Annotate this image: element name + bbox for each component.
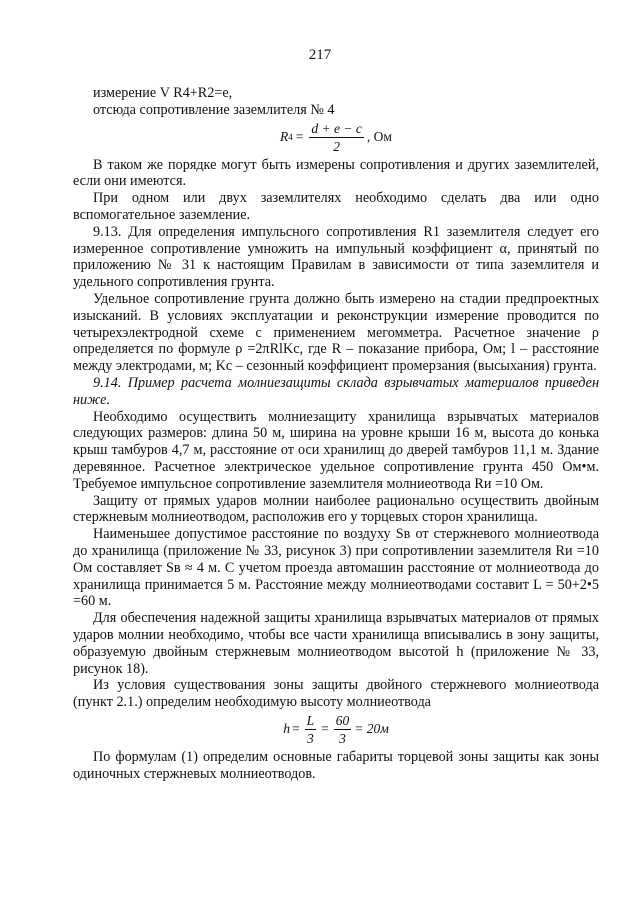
formula-eq: = [295,128,304,144]
formula-h-fraction-2 [334,713,352,746]
paragraph-3: 9.13. Для определения импульсного сопротивления R1 заземлителя следует его измеренное сопротивление умножить на импульный коэффициент α, принятый по приложению № 31 к настоящим Правилам в зависимости от типа заземлителя и удельного сопротивления грунта. [73,223,599,291]
formula-h-eq1: = [291,720,300,736]
formula-h-fraction-1 [305,713,317,746]
section-heading-9-14: 9.14. Пример расчета молниезащиты склада взрывчатых материалов приведен ниже. [73,374,599,408]
formula-lhs: R [280,128,289,144]
formula-h-result: = 20м [354,720,389,736]
formula-unit: , Ом [366,128,392,144]
paragraph-10: Из условия существования зоны защиты двойного стержневого молниеотвода (пункт 2.1.) определим необходимую высоту молниеотвода [73,677,599,711]
paragraph-8: Наименьшее допустимое расстояние по воздуху Sв от стержневого молниеотвода до хранилища (приложение № 33, рисунок 3) при сопротивлении заземлителя Rи =10 Ом составляет Sв ≈ 4 м. С учетом проезда автомашин расстояние от молниеотвода до хранилища принимается 5 м. Расстояние между молниеотводами составит L = 50+2•5 =60 м. [73,526,599,610]
formula-denominator: 2 [333,138,341,154]
formula-fraction [309,121,363,154]
formula-h-lhs: h [283,720,290,736]
text-line-measurement: измерение V R4+R2=e, [93,85,233,101]
formula-h-num-2: 60 [335,712,350,728]
paragraph-7: Защиту от прямых ударов молнии наиболее рационально осуществить двойным стержневым молниеотводом, расположив его у торцевых сторон хранилища. [73,492,599,526]
formula-h-eq2: = [321,720,329,736]
paragraph-11: По формулам (1) определим основные габариты торцевой зоны защиты как зоны одиночных стержневых молниеотводов. [73,748,599,782]
page-number: 217 [308,47,332,63]
paragraph-4: Удельное сопротивление грунта должно быть измерено на стадии предпроектных изысканий. В условиях эксплуатации и реконструкции измерение проводится по четырехэлектродной схеме с применением мегомметра. Расчетное значение ρ определяется по формуле ρ =2πRlKc, где R – показание прибора, Ом; l – расстояние между электродами, м; Kc – сезонный коэффициент промерзания (высыхания) грунта. [73,290,599,375]
text-line-resistance: отсюда сопротивление заземлителя № 4 [93,101,335,118]
formula-h-num-1: L [306,712,315,728]
document-body [73,85,599,782]
formula-numerator: d + e − c [311,120,362,136]
formula-height [73,713,599,746]
paragraph-2: При одном или двух заземлителях необходимо сделать два или одно вспомогательное заземление. [73,190,599,223]
paragraph-9: Для обеспечения надежной защиты хранилища взрывчатых материалов от прямых ударов молнии необходимо, чтобы все части хранилища вписывались в зону защиты, образуемую двойным стержневым молниеотводом высотой h (приложение № 33, рисунок 18). [73,610,599,677]
paragraph-1: В таком же порядке могут быть измерены сопротивления и других заземлителей, если они имеются. [73,156,599,190]
formula-h-den-1: 3 [306,730,314,746]
formula-lhs-sub: 4 [288,131,293,142]
formula-h-den-2: 3 [339,730,346,746]
formula-r4 [73,121,599,154]
paragraph-6: Необходимо осуществить молниезащиту хранилища взрывчатых материалов следующих размеров: длина 50 м, ширина на уровне крыши 16 м, высота до конька крыш тамбуров 4,7 м, расстояние от оси хранилищ до дверей тамбуров 11,1 м. Здание деревянное. Расчетное электрическое удельное сопротивление грунта 450 Ом•м. Требуемое импульсное сопротивление заземлителя молниеотвода Rи =10 Ом. [73,408,599,492]
